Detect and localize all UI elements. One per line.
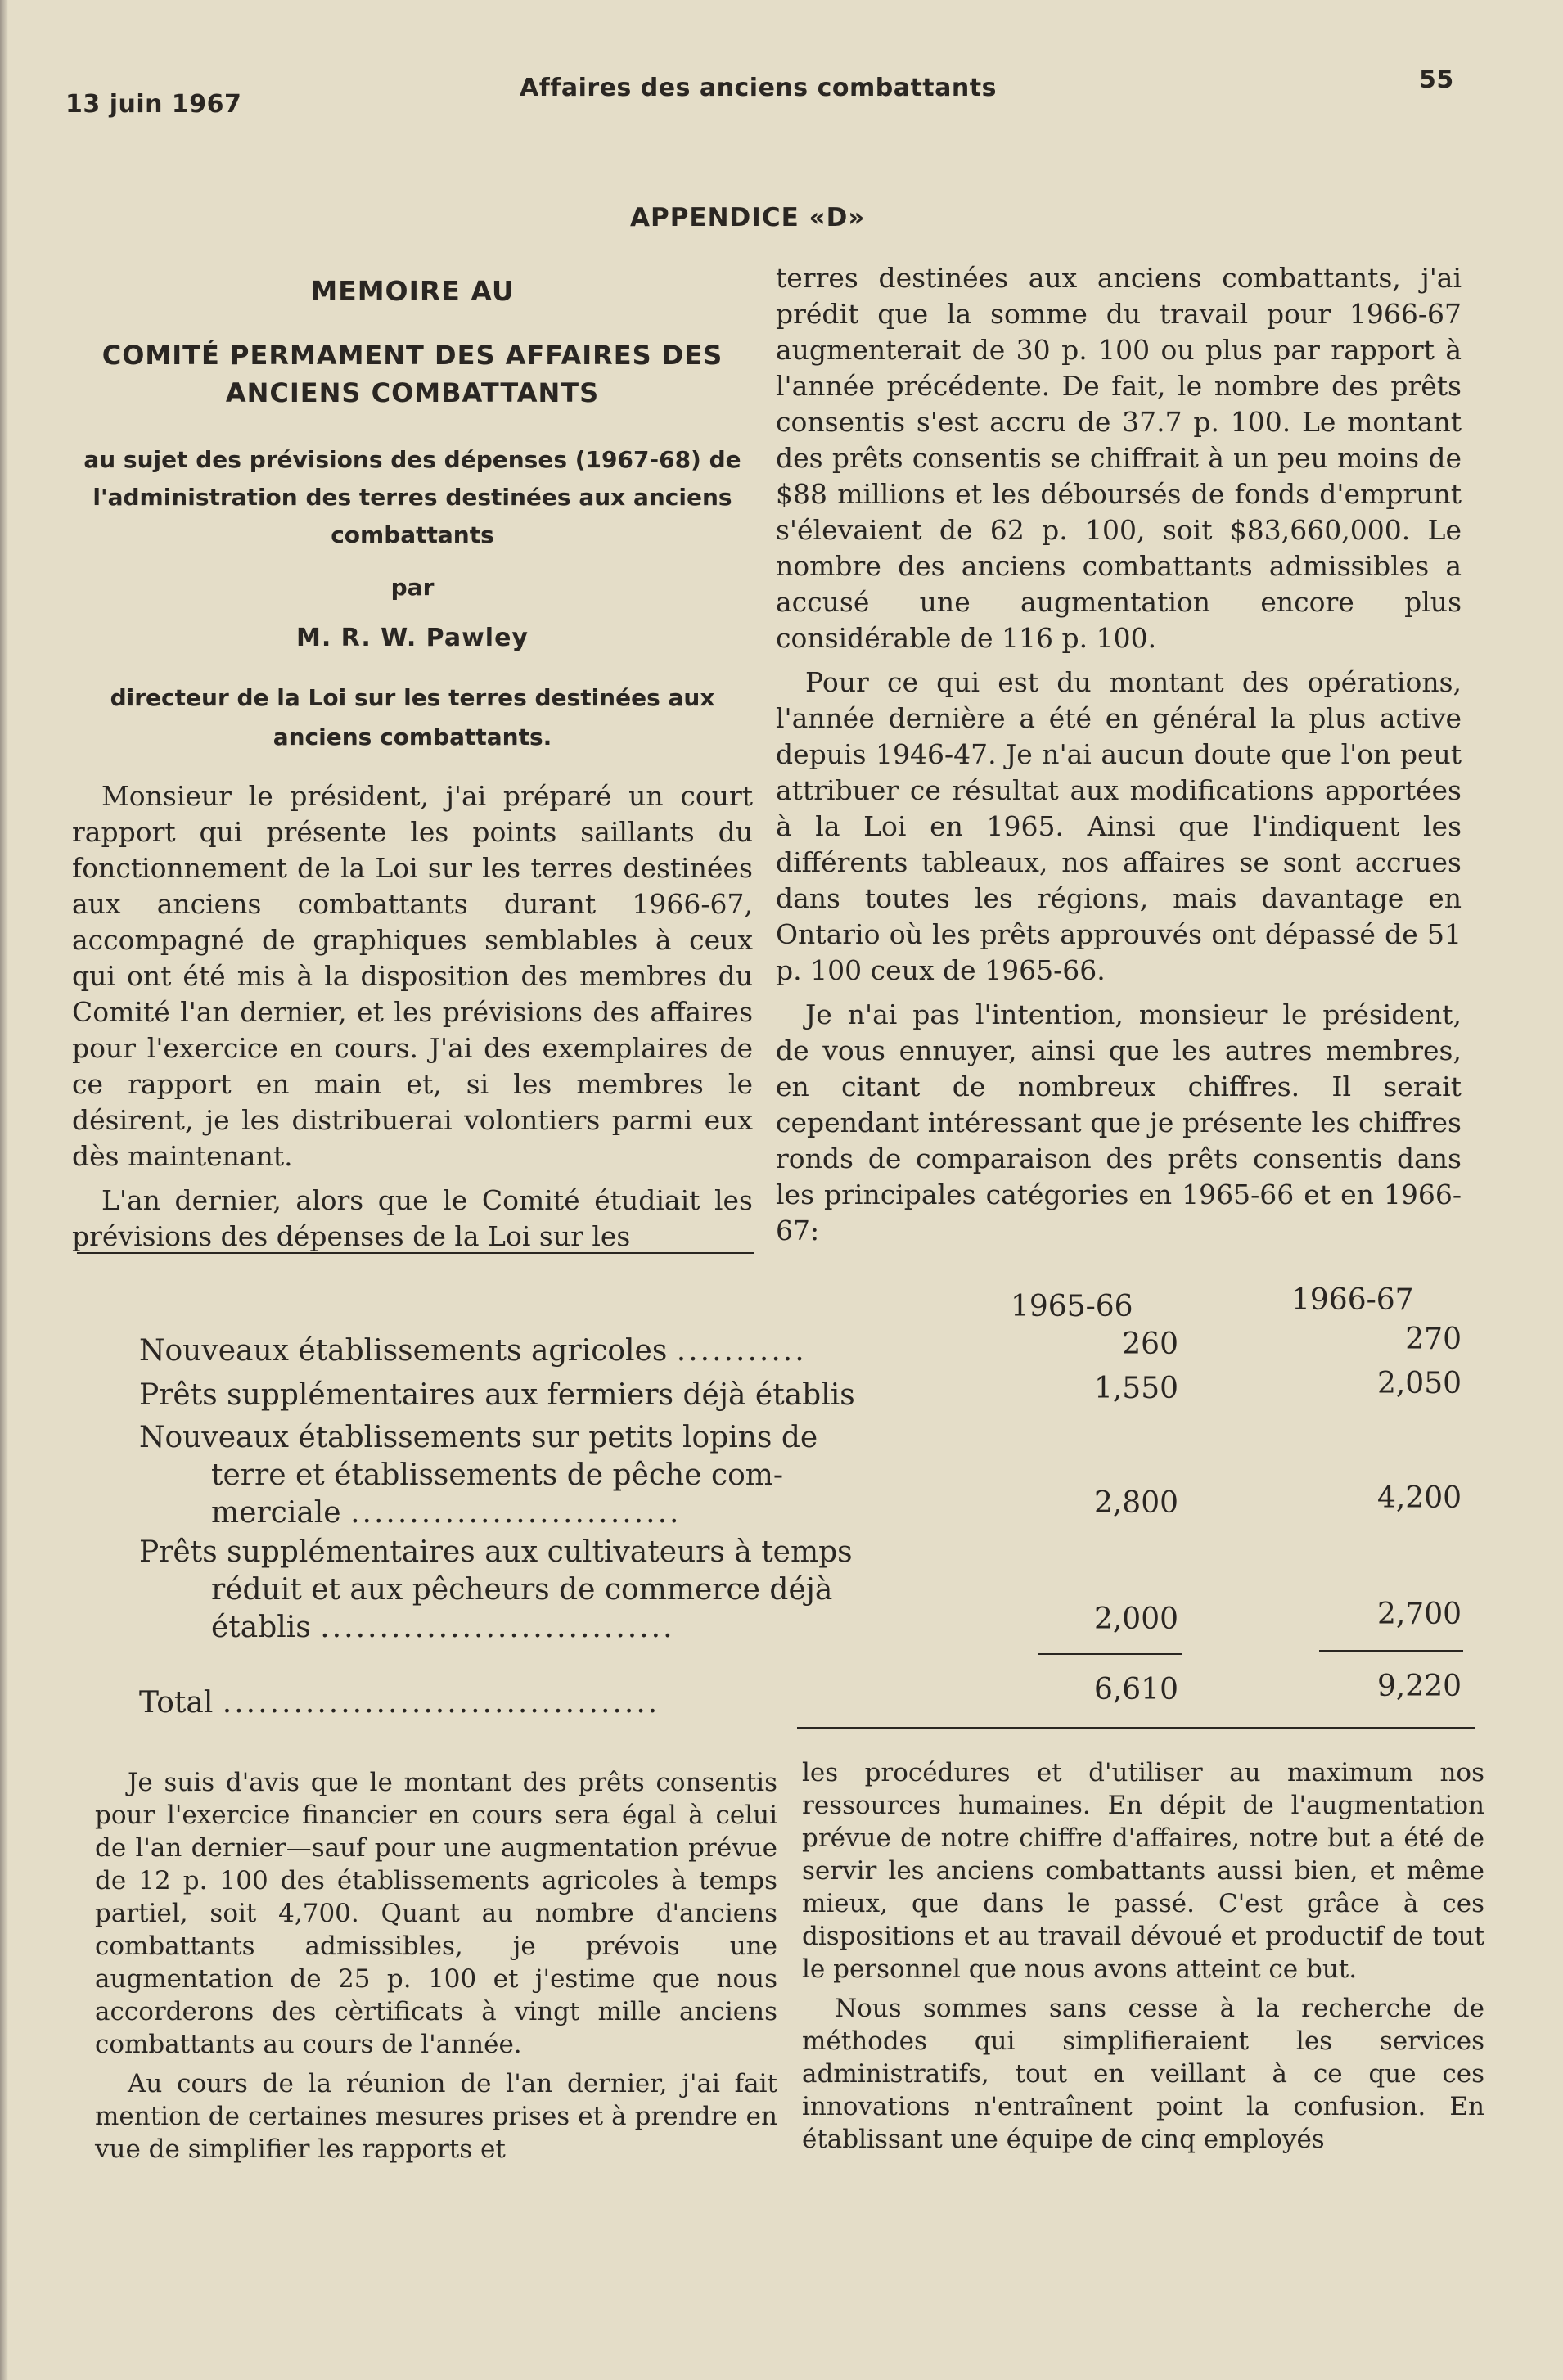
bottom-right-paragraph-1: les procédures et d'utiliser au maximum nos ressources humaines. En dépit de l'augmentation prévue de notre chiffre d'affaires, notre but a été de servir les anciens combattants aussi bien, et même mieux, que dans le passé. C'est grâce à ces dispositions et au travail dévoué et productif de tout le personnel que nous avons atteint ce but. (802, 1758, 1484, 1984)
sum-rule-1966-67 (1319, 1650, 1463, 1652)
bottom-right-column (802, 1756, 1484, 2162)
row-1-label: Nouveaux établissements agricoles (139, 1334, 668, 1368)
header-date: 13 juin 1967 (65, 90, 242, 119)
right-column (776, 260, 1462, 1257)
bottom-right-paragraph-2: Nous sommes sans cesse à la recherche de méthodes qui simplifieraient les services administratifs, tout en veillant à ce que ces innovations n'entraînent point la confusion. En établissant une équipe de cinq employés (802, 1994, 1484, 2154)
section-divider-table (797, 1727, 1475, 1729)
row-1-value-1965-66: 260 (1122, 1327, 1178, 1361)
row-3-label-line-2: terre et établissements de pêche com- (211, 1458, 784, 1492)
right-paragraph-2: Pour ce qui est du montant des opérations, l'année dernière a été en général la plus active depuis 1946-47. Je n'ai aucun doute que l'on peut attribuer ce résultat aux modifications apportées à la Loi en 1965. Ainsi que l'indiquent les différents tableaux, nos affaires se sont accrues dans toutes les régions, mais davantage en Ontario où les prêts approuvés ont dépassé de 51 p. 100 ceux de 1965-66. (776, 666, 1462, 986)
memo-role: directeur de la Loi sur les terres destinées aux anciens combattants. (110, 684, 715, 751)
memo-heading (72, 275, 753, 757)
row-4-label-line-3: établis .............................. (211, 1611, 675, 1644)
row-4-value-1965-66: 2,000 (1093, 1602, 1178, 1636)
row-3-label-line-1: Nouveaux établissements sur petits lopins de (139, 1421, 818, 1454)
appendix-title: APPENDICE «D» (630, 203, 866, 232)
total-row-label: Total ..................................... (139, 1686, 660, 1720)
row-2-value-1966-67: 2,050 (1376, 1367, 1462, 1400)
section-divider-left (77, 1252, 754, 1254)
memo-par: par (390, 574, 435, 601)
header-title: Affaires des anciens combattants (520, 74, 997, 102)
memo-committee: COMITÉ PERMAMENT DES AFFAIRES DES ANCIENS COMBATTANTS (101, 340, 723, 408)
row-4-value-1966-67: 2,700 (1376, 1598, 1462, 1631)
row-4-label-line-2: réduit et aux pêcheurs de commerce déjà (211, 1573, 833, 1607)
memo-subject: au sujet des prévisions des dépenses (1967-68) de l'administration des terres destinées aux anciens combattants (83, 446, 741, 548)
row-3-value-1966-67: 4,200 (1376, 1481, 1462, 1515)
bottom-left-paragraph-2: Au cours de la réunion de l'an dernier, j'ai fait mention de certaines mesures prises et à prendre en vue de simplifier les rapports et (95, 2069, 777, 2164)
bottom-left-column (95, 1766, 777, 2172)
page-spine-shadow (0, 0, 8, 2380)
bottom-left-paragraph-1: Je suis d'avis que le montant des prêts consentis pour l'exercice financier en cours sera égal à celui de l'an dernier—sauf pour une augmentation prévue de 12 p. 100 des établissements agricoles à temps partiel, soit 4,700. Quant au nombre d'anciens combattants admissibles, je prévois une augmentation de 25 p. 100 et j'estime que nous accorderons des cèrtificats à vingt mille anciens combattants au cours de l'année. (95, 1768, 777, 2059)
row-3-label-text: merciale (211, 1496, 341, 1530)
total-label: Total (139, 1686, 214, 1720)
row-4-label (139, 1534, 957, 1647)
table-header-1966-67: 1966-67 (1291, 1283, 1414, 1317)
left-column (72, 275, 753, 1263)
row-3-label (139, 1419, 957, 1532)
row-3-value-1965-66: 2,800 (1093, 1486, 1178, 1520)
memo-author: M. R. W. Pawley (295, 624, 529, 652)
total-value-1966-67: 9,220 (1376, 1670, 1462, 1703)
row-4-label-text: établis (211, 1611, 311, 1644)
left-paragraph-1: Monsieur le président, j'ai préparé un court rapport qui présente les points saillants du fonctionnement de la Loi sur les terres destinées aux anciens combattants durant 1966-67, accompagné de graphiques semblables à ceux qui ont été mis à la disposition des membres du Comité l'an dernier, et les prévisions des affaires pour l'exercice en cours. J'ai des exemplaires de ce rapport en main et, si les membres le désirent, je les distribuerai volontiers parmi eux dès maintenant. (72, 780, 753, 1172)
row-4-label-line-1: Prêts supplémentaires aux cultivateurs à temps (139, 1535, 853, 1569)
total-value-1965-66: 6,610 (1093, 1673, 1178, 1706)
table-row-label: Nouveaux établissements agricoles ........... (139, 1334, 807, 1368)
page-number: 55 (1419, 65, 1454, 94)
right-paragraph-1: terres destinées aux anciens combattants, j'ai prédit que la somme du travail pour 1966-67 augmenterait de 30 p. 100 ou plus par rapport à l'année précédente. De fait, le nombre des prêts consentis s'est accru de 37.7 p. 100. Le montant des prêts consentis se chiffrait à un peu moins de $88 millions et les déboursés de fonds d'emprunt s'élevaient de 62 p. 100, soit $83,660,000. Le nombre des anciens combattants admissibles a accusé une augmentation encore plus considérable de 116 p. 100. (776, 262, 1462, 654)
right-paragraph-3: Je n'ai pas l'intention, monsieur le président, de vous ennuyer, ainsi que les autres membres, en citant de nombreux chiffres. Il serait cependant intéressant que je présente les chiffres ronds de comparaison des prêts consentis dans les principales catégories en 1965-66 et en 1966-67: (776, 998, 1462, 1246)
row-1-value-1966-67: 270 (1405, 1323, 1462, 1356)
memo-line-1: MEMOIRE AU (310, 275, 515, 307)
row-2-value-1965-66: 1,550 (1093, 1372, 1178, 1405)
row-2-label: Prêts supplémentaires aux fermiers déjà établis (139, 1378, 855, 1412)
left-paragraph-2: L'an dernier, alors que le Comité étudiait les prévisions des dépenses de la Loi sur les (72, 1184, 753, 1252)
row-3-label-line-3: merciale ............................ (211, 1496, 682, 1530)
table-header-1965-66: 1965-66 (1011, 1290, 1133, 1323)
sum-rule-1965-66 (1038, 1653, 1182, 1655)
